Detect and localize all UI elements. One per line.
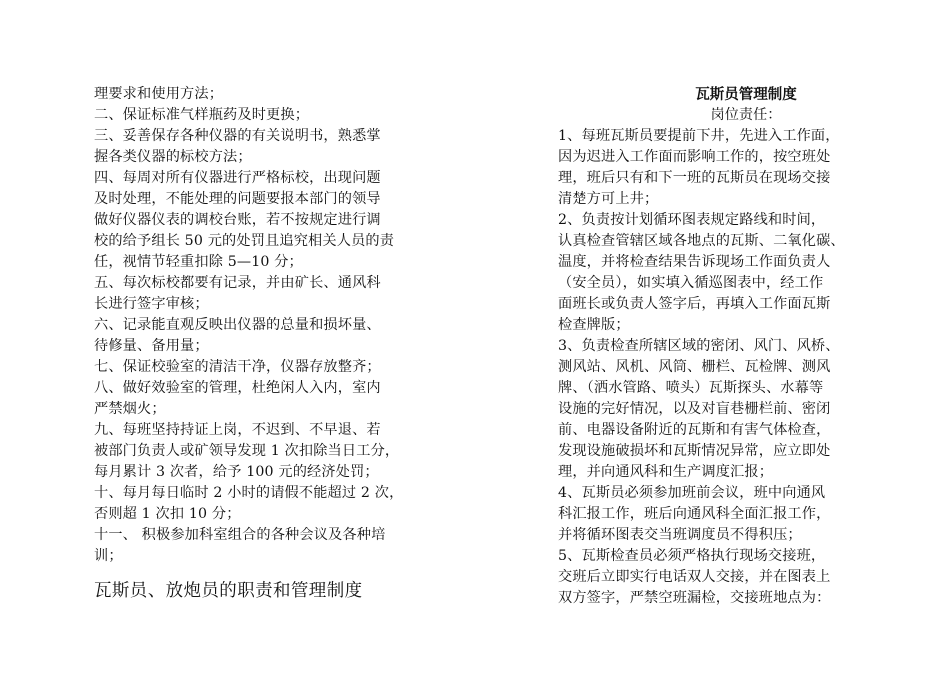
text-line: 科汇报工作，班后向通风科全面汇报工作， (558, 506, 831, 522)
left-column (94, 84, 444, 603)
text-line: 握各类仪器的标校方法； (94, 149, 252, 165)
text-line: 九、每班坚持持证上岗，不迟到、不早退、若 (94, 422, 381, 438)
text-line: 5、瓦斯检查员必须严格执行现场交接班， (558, 548, 826, 564)
text-line: 严禁烟火； (94, 401, 166, 417)
text-line: 否则超 1 次扣 10 分； (94, 506, 241, 522)
text-line: 认真检查管辖区域各地点的瓦斯、二氧化碳、 (558, 233, 845, 249)
text-line: 设施的完好情况，以及对盲巷栅栏前、密闭 (558, 401, 831, 417)
text-line: 长进行签字审核； (94, 296, 209, 312)
text-line: 二、保证标准气样瓶药及时更换； (94, 107, 310, 123)
section-subtitle: 岗位责任： (710, 107, 782, 123)
text-line: 七、保证校验室的清洁干净，仪器存放整齐； (94, 359, 381, 375)
text-line: 面班长或负责人签字后，再填入工作面瓦斯 (558, 296, 831, 312)
document-title: 瓦斯员管理制度 (695, 86, 797, 103)
text-line: 发现设施破损坏和瓦斯情况异常，应立即处 (558, 443, 831, 459)
text-line: 检查牌版； (558, 317, 630, 333)
text-line: 六、记录能直观反映出仪器的总量和损坏量、 (94, 317, 381, 333)
text-line: 3、负责检查所辖区域的密闭、风门、风桥、 (558, 338, 840, 354)
text-line: 十一、 积极参加科室组合的各种会议及各种培 (94, 527, 386, 543)
text-line: 清楚方可上井； (558, 191, 659, 207)
text-line: 及时处理，不能处理的问题要报本部门的领导 (94, 191, 381, 207)
text-line: 温度，并将检查结果告诉现场工作面负责人 (558, 254, 831, 270)
text-line: 2、负责按计划循环图表规定路线和时间， (558, 212, 826, 228)
text-line: 双方签字，严禁空班漏检，交接班地点为： (558, 590, 831, 606)
text-line: 测风站、风机、风筒、栅栏、瓦检牌、测风 (558, 359, 831, 375)
text-line: 每月累计 3 次者，给予 100 元的经济处罚； (94, 464, 379, 480)
text-line: 1、每班瓦斯员要提前下井，先进入工作面， (558, 128, 840, 144)
text-line: 交班后立即实行电话双人交接，并在图表上 (558, 569, 831, 585)
text-line: （安全员），如实填入循巡图表中，经工作 (558, 275, 824, 291)
text-line: 理要求和使用方法； (94, 86, 224, 102)
text-line: 牌、（洒水管路、喷头）瓦斯探头、水幕等 (558, 380, 824, 396)
text-line: 被部门负责人或矿领导发现 1 次扣除当日工分， (94, 443, 400, 459)
text-line: 十、每月每日临时 2 小时的请假不能超过 2 次， (94, 485, 404, 501)
text-line: 理，班后只有和下一班的瓦斯员在现场交接 (558, 170, 831, 186)
text-line: 八、做好效验室的管理，杜绝闲人入内，室内 (94, 380, 381, 396)
text-line: 前、电器设备附近的瓦斯和有害气体检查， (558, 422, 831, 438)
text-line: 待修量、备用量； (94, 338, 209, 354)
section-heading: 瓦斯员、放炮员的职责和管理制度 (94, 581, 363, 601)
text-line: 4、瓦斯员必须参加班前会议，班中向通风 (558, 485, 826, 501)
text-line: 理，并向通风科和生产调度汇报； (558, 464, 774, 480)
text-line: 三、妥善保存各种仪器的有关说明书，熟悉掌 (94, 128, 381, 144)
text-line: 训； (94, 548, 123, 564)
text-line: 因为迟进入工作面而影响工作的，按空班处 (558, 149, 831, 165)
text-line: 校的给予组长 50 元的处罚且追究相关人员的责 (94, 233, 395, 249)
text-line: 任，视情节轻重扣除 5—10 分； (94, 254, 303, 270)
text-line: 四、每周对所有仪器进行严格标校，出现问题 (94, 170, 381, 186)
right-column (558, 84, 870, 609)
text-line: 做好仪器仪表的调校台账，若不按规定进行调 (94, 212, 381, 228)
text-line: 并将循环图表交当班调度员不得积压； (558, 527, 802, 543)
text-line: 五、每次标校都要有记录，并由矿长、通风科 (94, 275, 381, 291)
